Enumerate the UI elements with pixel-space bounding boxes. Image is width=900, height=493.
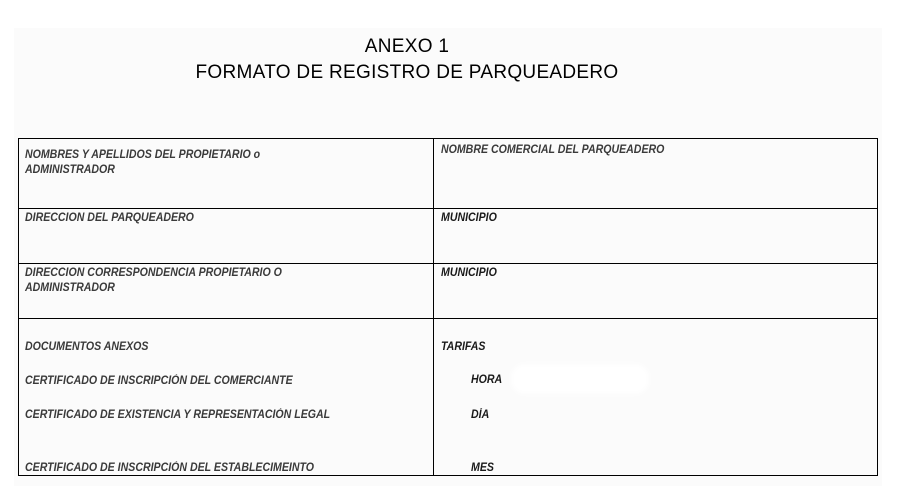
form-title: FORMATO DE REGISTRO DE PARQUEADERO <box>195 62 619 83</box>
merchant-registration-certificate: CERTIFICADO DE INSCRIPCIÓN DEL COMERCIANTE <box>25 375 293 387</box>
correspondence-address-label-line2: ADMINISTRADOR <box>25 282 115 294</box>
correspondence-municipality-label: MUNICIPIO <box>441 267 497 279</box>
correspondence-address-label: DIRECCION CORRESPONDENCIA PROPIETARIO O <box>25 267 282 279</box>
municipality-label: MUNICIPIO <box>441 212 497 224</box>
attached-documents-heading: DOCUMENTOS ANEXOS <box>25 341 149 353</box>
rate-month-label: MES <box>471 462 494 474</box>
legal-existence-certificate: CERTIFICADO DE EXISTENCIA Y REPRESENTACIÓN LEGAL <box>25 409 331 421</box>
registration-form-table <box>18 138 878 476</box>
owner-name-label: NOMBRES Y APELLIDOS DEL PROPIETARIO o <box>25 149 261 161</box>
row-divider <box>19 263 877 264</box>
row-divider <box>19 208 877 209</box>
whiteout-mark <box>515 368 645 390</box>
rate-hour-label: HORA <box>471 374 503 386</box>
parking-address-label: DIRECCION DEL PARQUEADERO <box>25 212 194 224</box>
row-divider <box>19 318 877 319</box>
rates-heading: TARIFAS <box>441 341 486 353</box>
owner-name-label-line2: ADMINISTRADOR <box>25 164 115 176</box>
commercial-name-label: NOMBRE COMERCIAL DEL PARQUEADERO <box>441 144 665 156</box>
annex-heading: ANEXO 1 <box>364 36 450 57</box>
column-divider <box>433 139 434 475</box>
establishment-registration-certificate: CERTIFICADO DE INSCRIPCIÓN DEL ESTABLECIMEINTO <box>25 462 315 474</box>
rate-day-label: DÍA <box>471 409 490 421</box>
